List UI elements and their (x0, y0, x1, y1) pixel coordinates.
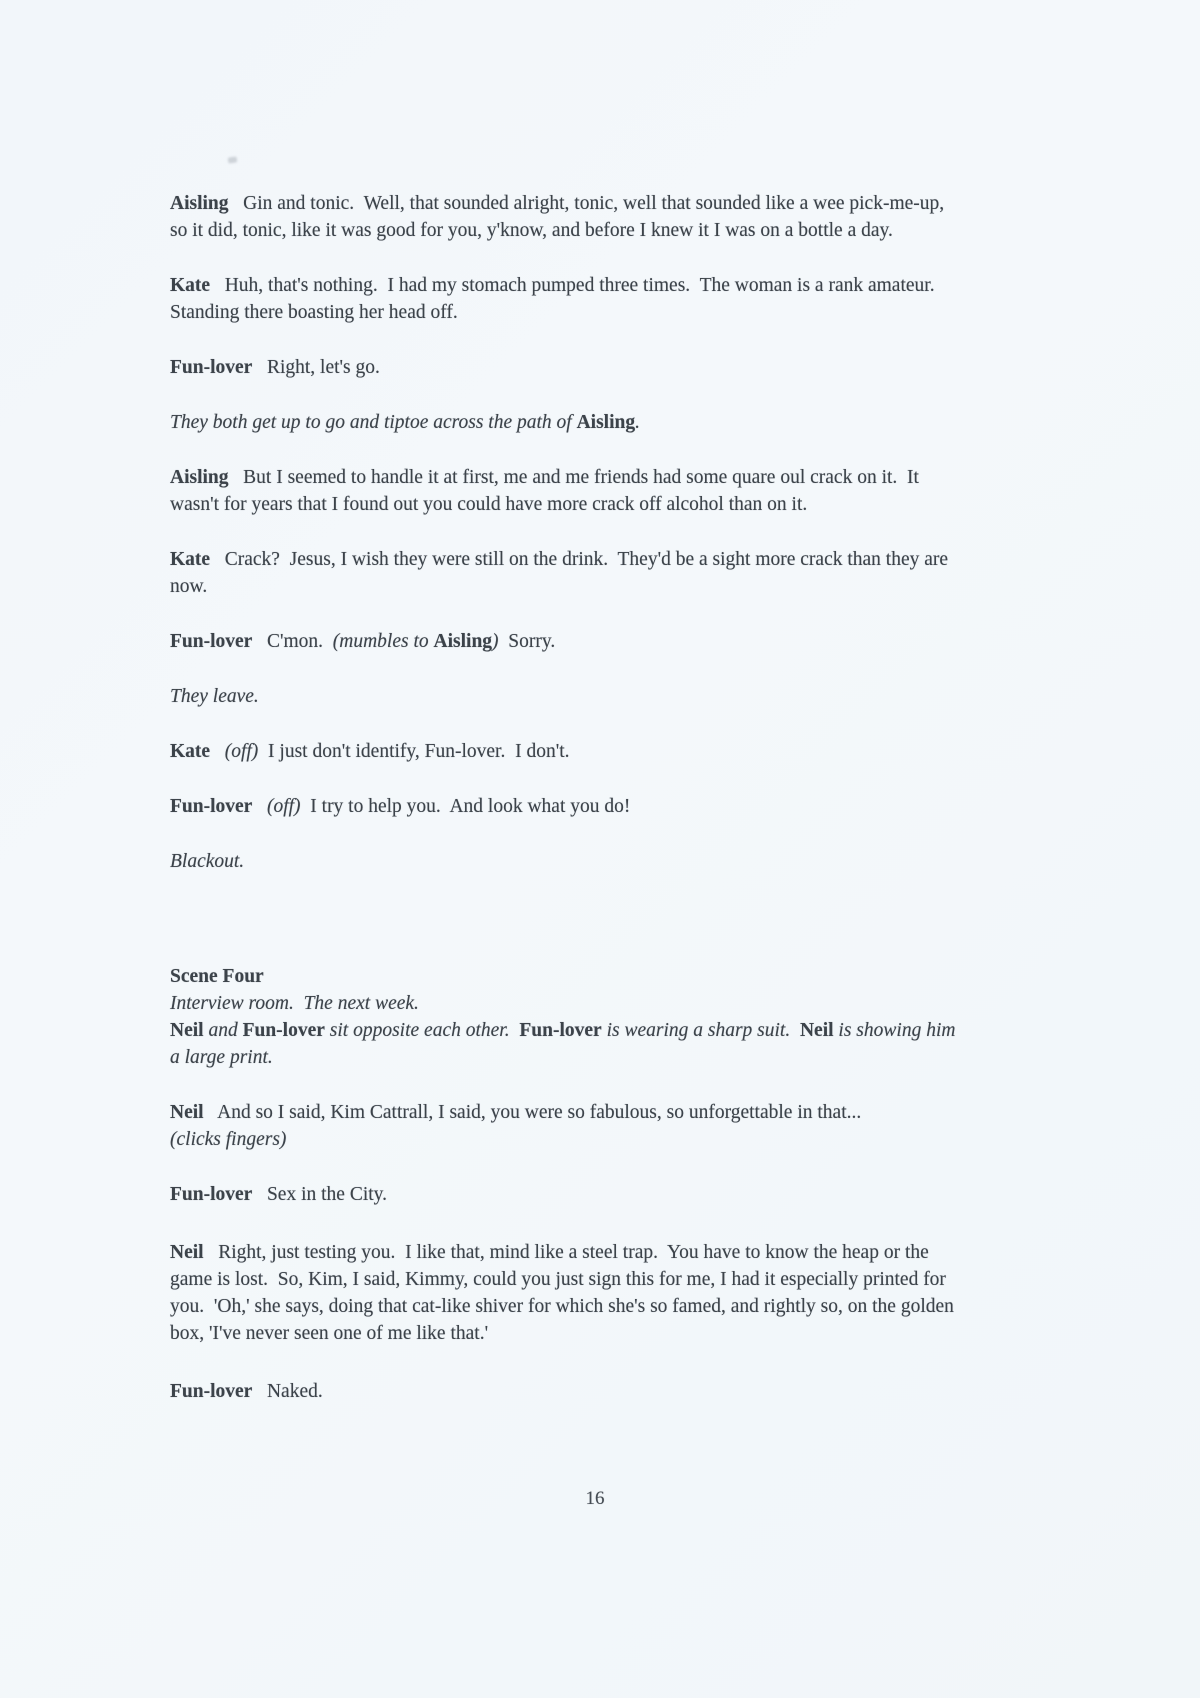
scene-setting (170, 990, 960, 1017)
speaker-name-or-emphasis: Aisling (433, 631, 493, 652)
text-segment: Crack? Jesus, I wish they were still on the drink. They'd be a sight more crack than they are now. (170, 549, 953, 597)
dialogue-kate (170, 738, 960, 765)
speaker-name-or-emphasis: Fun-lover (170, 631, 253, 652)
text-segment: And so I said, Kim Cattrall, I said, you were so fabulous, so unforgettable in that... (203, 1102, 862, 1123)
speaker-name-or-emphasis: Fun-lover (170, 357, 253, 378)
text-segment: Huh, that's nothing. I had my stomach pumped three times. The woman is a rank amateur. Standing there boasting her head off. (170, 275, 945, 323)
text-segment: They leave. (170, 686, 259, 707)
speaker-name-or-emphasis: Fun-lover (170, 1381, 253, 1402)
speaker-name-or-emphasis: Fun-lover (170, 796, 253, 817)
text-segment: Blackout. (170, 851, 245, 872)
text-segment: Sorry. (498, 631, 556, 652)
dialogue-fun-lover (170, 1378, 960, 1405)
text-segment: I just don't identify, Fun-lover. I don't. (258, 741, 570, 762)
speaker-name-or-emphasis: Aisling (170, 467, 229, 488)
speaker-name-or-emphasis: Neil (170, 1242, 204, 1263)
speaker-name-or-emphasis: Kate (170, 275, 211, 296)
text-segment (252, 796, 267, 817)
speaker-name-or-emphasis: Neil (799, 1020, 834, 1041)
text-segment: sit opposite each other. (324, 1020, 520, 1041)
speaker-name-or-emphasis: Neil (170, 1020, 204, 1041)
text-segment: is wearing a sharp suit. (601, 1020, 800, 1041)
scan-smudge-mark (228, 156, 238, 163)
speaker-name-or-emphasis: Neil (170, 1102, 204, 1123)
text-segment: is showing him a large print. (170, 1020, 961, 1068)
text-segment: Sex in the City. (252, 1184, 388, 1205)
stage-direction (170, 1017, 960, 1071)
text-segment: Gin and tonic. Well, that sounded alright, tonic, well that sounded like a wee pick-me-up, so it did, tonic, like it was good for you, y'know, and before I knew it I was on a bottle a day. (170, 193, 950, 241)
speaker-name-or-emphasis: Aisling (170, 193, 229, 214)
script-text-block (170, 190, 960, 1433)
text-segment: They both get up to go and tiptoe across the path of (170, 412, 577, 433)
stage-direction (170, 683, 960, 710)
dialogue-kate (170, 272, 960, 326)
text-segment: Interview room. The next week. (170, 993, 419, 1014)
speaker-name-or-emphasis: Fun-lover (242, 1020, 325, 1041)
text-segment: Naked. (252, 1381, 323, 1402)
text-segment: Right, let's go. (252, 357, 380, 378)
text-segment: . (635, 412, 640, 433)
dialogue-fun-lover (170, 1181, 960, 1208)
text-segment: (clicks fingers) (170, 1129, 287, 1150)
text-segment: Right, just testing you. I like that, mind like a steel trap. You have to know the heap or the game is lost. So, Kim, I said, Kimmy, could you just sign this for me, I had it especially printed for you. 'Oh,' she says, doing that cat-like shiver for which she's so famed, and rightly so, on the golden box, 'I've never seen one of me like that.' (170, 1242, 959, 1344)
dialogue-neil (170, 1239, 960, 1347)
text-segment: and (203, 1020, 243, 1041)
text-segment: (off) (224, 741, 259, 762)
dialogue-fun-lover (170, 793, 960, 820)
scene-heading (170, 963, 960, 990)
dialogue-fun-lover (170, 354, 960, 381)
speaker-name-or-emphasis: Scene Four (170, 966, 264, 987)
text-segment: I try to help you. And look what you do! (300, 796, 631, 817)
text-segment: (mumbles to (332, 631, 434, 652)
page-number: 16 (585, 1488, 605, 1509)
text-segment: (off) (266, 796, 301, 817)
dialogue-fun-lover (170, 628, 960, 655)
dialogue-aisling (170, 190, 960, 244)
speaker-name-or-emphasis: Kate (170, 741, 211, 762)
text-segment: ) (492, 631, 499, 652)
text-segment: But I seemed to handle it at first, me and me friends had some quare oul crack on it. It wasn't for years that I found out you could have more crack off alcohol than on it. (170, 467, 924, 515)
dialogue-aisling (170, 464, 960, 518)
speaker-name-or-emphasis: Fun-lover (519, 1020, 602, 1041)
speaker-name-or-emphasis: Fun-lover (170, 1184, 253, 1205)
stage-direction (170, 409, 960, 436)
stage-direction-blackout (170, 848, 960, 875)
dialogue-neil (170, 1099, 960, 1153)
text-segment (210, 741, 225, 762)
speaker-name-or-emphasis: Aisling (576, 412, 636, 433)
dialogue-kate (170, 546, 960, 600)
speaker-name-or-emphasis: Kate (170, 549, 211, 570)
text-segment: C'mon. (252, 631, 333, 652)
